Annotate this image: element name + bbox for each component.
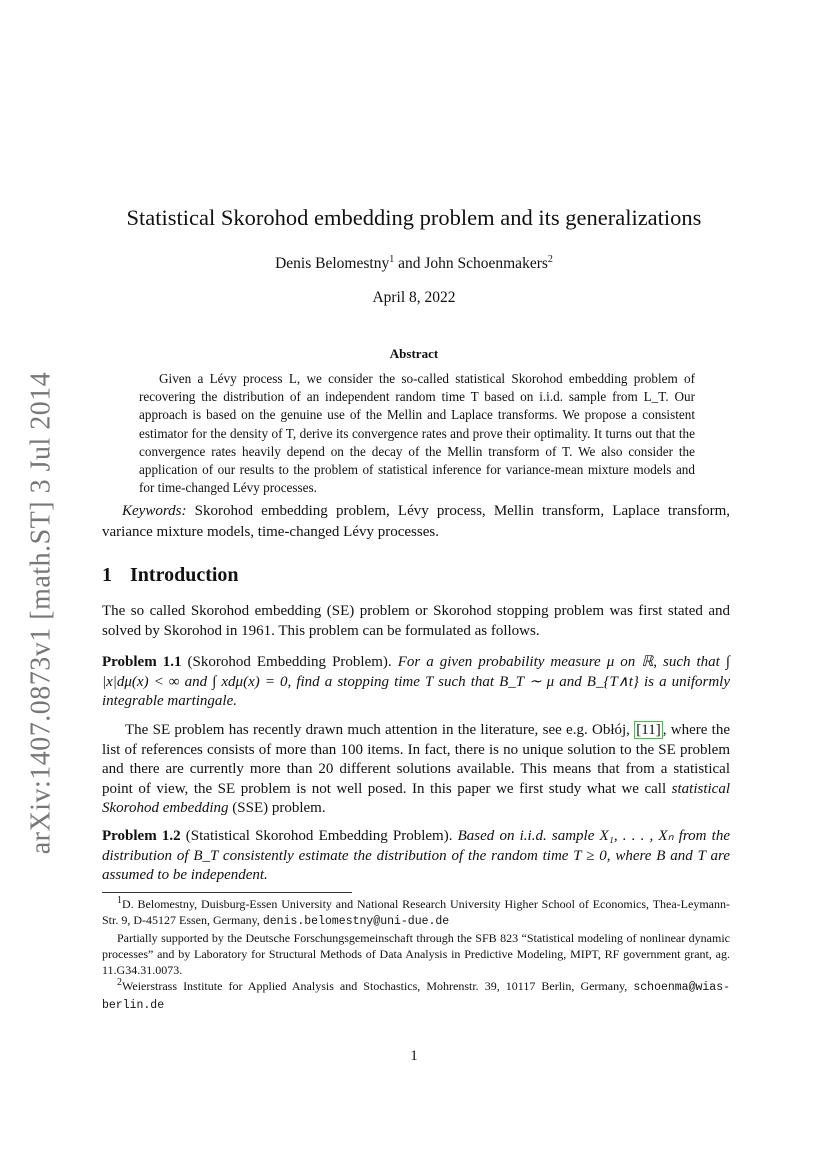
problem-1-2-label: Problem 1.2 — [102, 828, 181, 844]
footnote-2-mark: 2 — [117, 977, 122, 988]
problem-1-1-statement: For a given probability measure μ on ℝ, such that ∫ |x|dμ(x) < ∞ and ∫ xdμ(x) = 0, find a stopping time T such that B_T ∼ μ and B_{T∧t} is a uniformly integrable martingale. — [102, 654, 730, 709]
se-paragraph-text-2: , where the list of references consists of more than 100 items. In fact, there is no unique solution to the SE problem and there are currently more than 20 different solutions available. This means that from a statistical point of view, the SE problem is not well posed. In this paper we first study what we call — [102, 722, 731, 797]
section-number: 1 — [102, 564, 112, 586]
author-1-footnote-mark: 1 — [389, 253, 395, 265]
author-2-footnote-mark: 2 — [547, 253, 553, 265]
se-paragraph-text-3: (SSE) problem. — [228, 800, 326, 816]
arxiv-identifier-stamp — [20, 371, 62, 854]
footnote-rule — [102, 892, 352, 893]
footnote-1-support: Partially supported by the Deutsche Forschungsgemeinschaft through the SFB 823 “Statistical modeling of nonlinear dynamic processes” and by Laboratory for Structural Methods of Data Analysis in Predictive Modeling, MIPT, RF government grant, ag. 11.G34.31.0073. — [102, 931, 730, 977]
keywords-text: Skorohod embedding problem, Lévy process, Mellin transform, Laplace transform, variance mixture models, time-changed Lévy processes. — [102, 503, 730, 540]
problem-1-1-label: Problem 1.1 — [102, 654, 182, 670]
section-heading-introduction — [102, 564, 239, 587]
citation-link-11[interactable]: [11] — [636, 722, 661, 738]
abstract-body: Given a Lévy process L, we consider the so-called statistical Skorohod embedding problem of recovering the distribution of an independent random time T based on i.i.d. sample from L_T. Our approach is based on the genuine use of the Mellin and Laplace transforms. We propose a consistent estimator for the density of T, derive its convergence rates and prove their optimality. It turns out that the convergence rates heavily depend on the decay of the Mellin transform of T. We also consider the application of our results to the problem of statistical inference for variance-mean mixture models and for time-changed Lévy processes. — [139, 371, 695, 496]
problem-1-1 — [102, 653, 730, 712]
keywords-paragraph — [102, 501, 730, 542]
se-problem-paragraph — [102, 721, 730, 819]
keywords-label: Keywords: — [122, 503, 187, 519]
abstract-heading: Abstract — [389, 346, 439, 361]
footnote-2 — [102, 978, 730, 1014]
problem-1-2-name: (Statistical Skorohod Embedding Problem). — [180, 828, 453, 844]
intro-paragraph: The so called Skorohod embedding (SE) problem or Skorohod stopping problem was first stated and solved by Skorohod in 1961. This problem can be formulated as follows. — [102, 603, 730, 639]
arxiv-stamp-text: arXiv:1407.0873v1 [math.ST] 3 Jul 2014 — [25, 371, 56, 854]
problem-1-1-name: (Skorohod Embedding Problem). — [181, 654, 392, 670]
author-line — [0, 255, 828, 273]
paper-date: April 8, 2022 — [372, 289, 456, 306]
author-2: John Schoenmakers — [424, 255, 548, 272]
paper-title: Statistical Skorohod embedding problem and its generalizations — [126, 205, 702, 230]
page-number: 1 — [410, 1048, 418, 1064]
problem-1-2 — [102, 827, 730, 886]
author-1: Denis Belomestny — [275, 255, 390, 272]
footnote-2-email[interactable]: schoenma@wias-berlin.de — [102, 981, 730, 1012]
footnotes — [102, 896, 730, 1014]
footnote-1-text: D. Belomestny, Duisburg-Essen University and National Research University Higher School of Economics, Thea-Leymann-Str. 9, D-45127 Essen, Germany, — [102, 897, 730, 927]
footnote-1-email[interactable]: denis.belomestny@uni-due.de — [262, 915, 450, 928]
footnote-2-text: Weierstrass Institute for Applied Analysis and Stochastics, Mohrenstr. 39, 10117 Berlin, Germany, — [122, 979, 634, 993]
footnote-1-mark: 1 — [117, 895, 122, 906]
footnote-1 — [102, 896, 730, 930]
problem-1-2-statement: Based on i.i.d. sample X₁, . . . , Xₙ from the distribution of B_T consistently estimate the distribution of the random time T ≥ 0, where B and T are assumed to be independent. — [102, 828, 730, 883]
section-title: Introduction — [130, 564, 239, 586]
se-paragraph-text-1: The SE problem has recently drawn much attention in the literature, see e.g. Obłój, — [125, 722, 635, 738]
author-conjunction: and — [394, 255, 425, 272]
se-paragraph-emphasis: statistical Skorohod embedding — [102, 780, 730, 816]
